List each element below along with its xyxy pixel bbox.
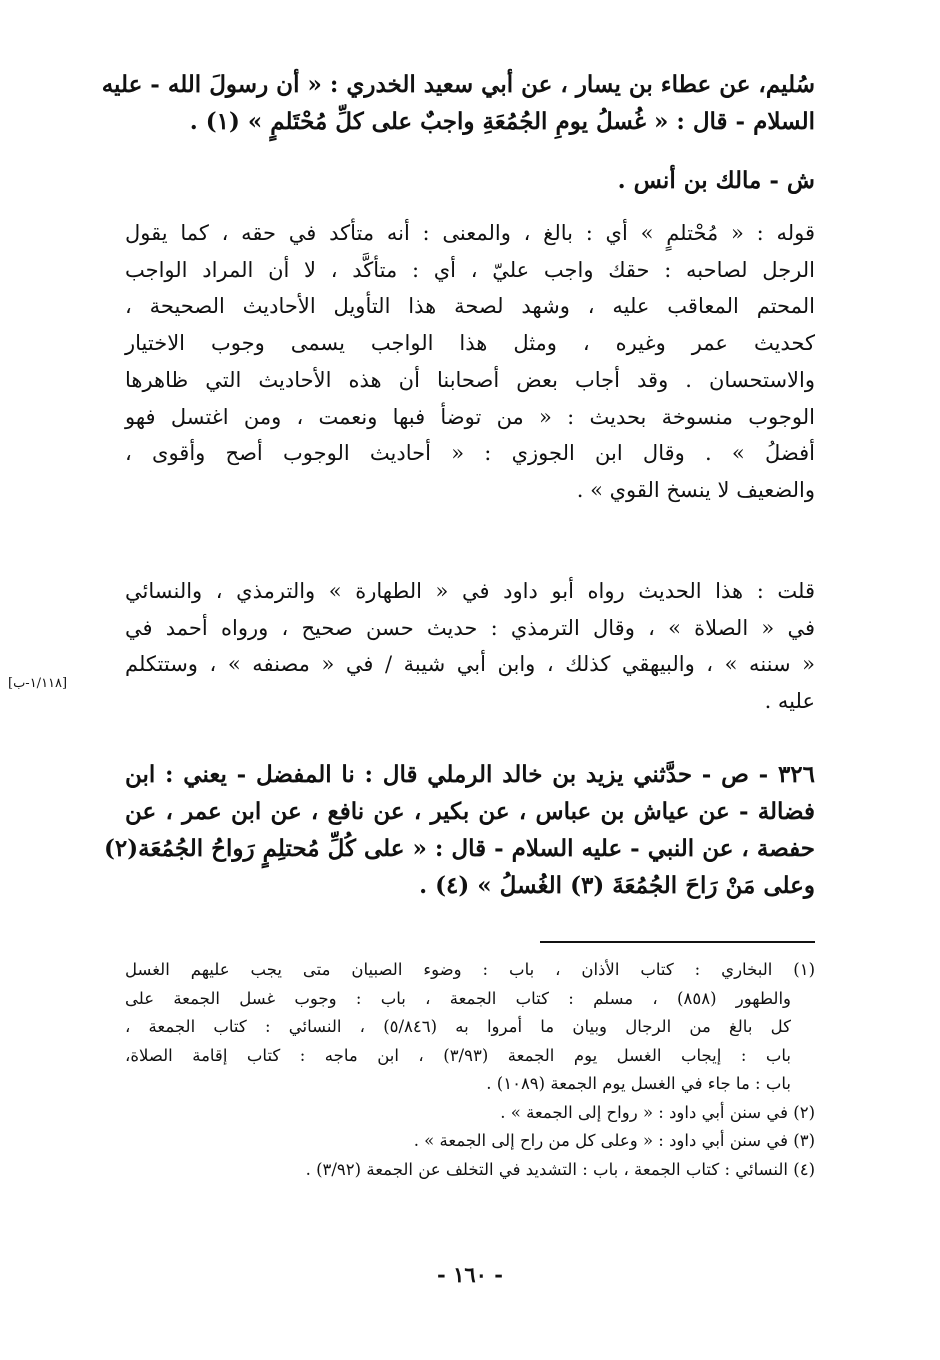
footnote-line: (٣) في سنن أبي داود : « وعلى كل من راح إلى الجمعة » . [413,1131,815,1150]
footnotes-block [125,956,815,1184]
margin-note: [١/١١٨-ب] [8,676,68,691]
text-line: سُليم، عن عطاء بن يسار ، عن أبي سعيد الخدري : « أن رسولَ الله - عليه [101,71,815,98]
footnote-line: (٢) في سنن أبي داود : « رواح إلى الجمعة » . [500,1102,815,1122]
text-line: قوله : « مُحْتلمٍ » أي : بالغ ، والمعنى : أنه متأكد في حقه ، كما يقول [125,221,815,245]
hadith-326-block [104,756,815,904]
text-line: « سننه » ، والبيهقي كذلك ، وابن أبي شيبة / في « مصنفه » ، وستتكلم [125,652,815,677]
footnote-line: (٤) النسائي : كتاب الجمعة ، باب : التشديد في التخلف عن الجمعة (٣/٩٢) . [305,1159,815,1179]
hadith-325-block [101,66,815,140]
text-line: قلت : هذا الحديث رواه أبو داود في « الطهارة » والترمذي ، والنسائي [125,579,815,603]
sharh-intro [125,162,815,199]
text-line: والضعيف لا ينسخ القوي » . [576,477,815,502]
text-line: عليه . [764,689,815,714]
text-line: السلام - قال : « غُسلُ يومِ الجُمُعَةِ واجبٌ على كلِّ مُحْتَلمٍ » (١) . [189,108,815,135]
text-line: ش - مالك بن أنس . [617,167,815,194]
qultu-block [125,573,815,720]
footnote-line: (١) البخاري : كتاب الأذان ، باب : وضوء الصبيان متى يجب عليهم الغسل [125,960,815,979]
commentary-block [125,215,815,509]
text-line: الرجل لصاحبه : حقك واجب عليّ ، أي : متأكَّد ، لا أن المراد الواجب [125,257,815,282]
text-line: في « الصلاة » ، وقال الترمذي : حديث حسن صحيح ، ورواه أحمد في [125,615,815,640]
text-line: الوجوب منسوخة بحديث : « من توضأ فبها ونعمت ، ومن اغتسل فهو [125,404,815,429]
footnote-divider [540,941,815,943]
text-line: فضالة - عن عياش بن عباس ، عن بكير ، عن نافع ، عن ابن عمر ، عن [125,798,815,825]
text-line: حفصة ، عن النبي - عليه السلام - قال : « على كُلِّ مُحتلِمٍ رَواحُ الجُمُعَة(٢) [104,835,815,862]
text-line: والاستحسان . وقد أجاب بعض أصحابنا أن هذه الأحاديث التي ظاهرها [125,367,815,392]
footnote-line: كل بالغ من الرجال وبيان ما أمروا به (٥/٨٤٦) ، النسائي : كتاب الجمعة ، [125,1017,791,1036]
footnote-line: باب : ما جاء في الغسل يوم الجمعة (١٠٨٩) . [486,1074,791,1093]
footnote-line: والطهور (٨٥٨) ، مسلم : كتاب الجمعة ، باب : وجوب غسل الجمعة على [125,988,791,1008]
text-line: المحتم المعاقب عليه ، وشهد لصحة هذا التأويل الأحاديث الصحيحة ، [125,294,815,319]
text-line: كحديث عمر وغيره ، ومثل هذا الواجب يسمى وجوب الاختيار [125,331,815,356]
footnote-line: باب : إيجاب الغسل يوم الجمعة (٣/٩٣) ، ابن ماجه : كتاب إقامة الصلاة، [125,1045,792,1065]
text-line: أفضلُ » . وقال ابن الجوزي : « أحاديث الوجوب أصح وأقوى ، [125,441,815,466]
page-number: - ١٦٠ - [437,1262,503,1287]
text-line: ٣٢٦ - ص - حدَّثني يزيد بن خالد الرملي قال : نا المفضل - يعني : ابن [125,761,815,788]
text-line: وعلى مَنْ رَاحَ الجُمُعَةَ (٣) الغُسلُ » (٤) . [419,872,815,899]
